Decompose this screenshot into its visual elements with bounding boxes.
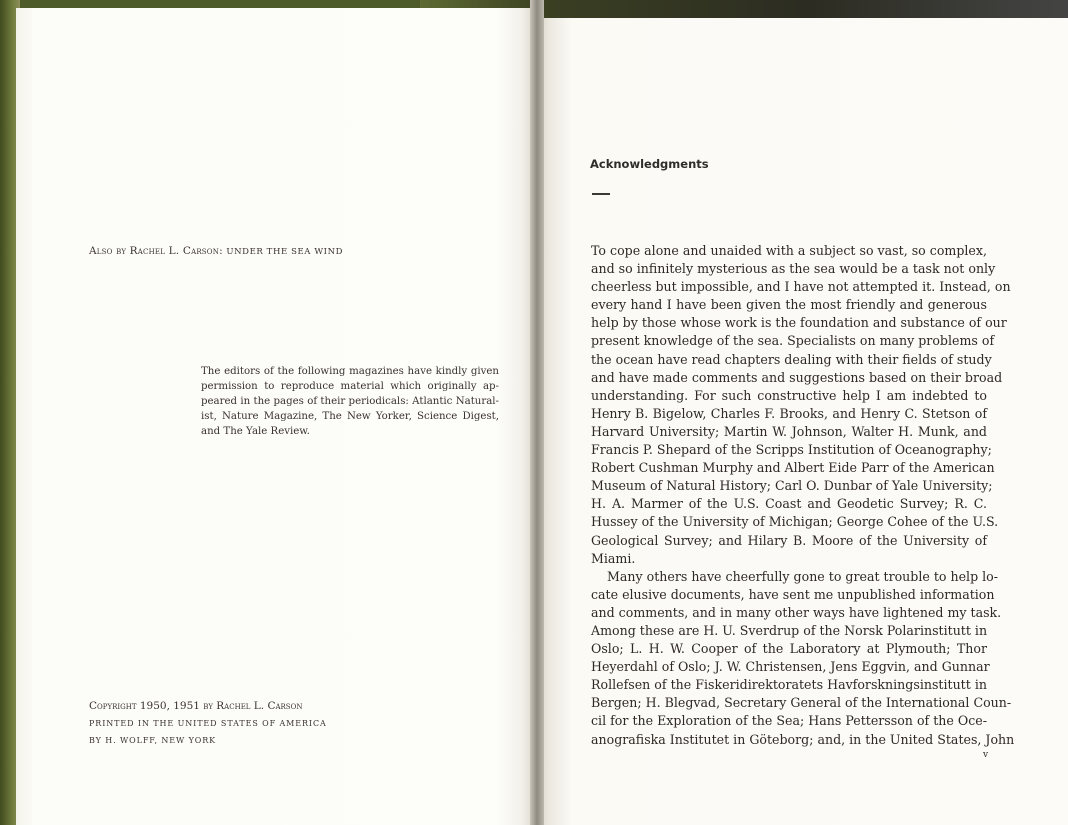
body-line: anografiska Institutet in Göteborg; and, in the United States, John	[591, 731, 1015, 747]
body-line: and have made comments and suggestions based on their broad	[591, 369, 1003, 385]
body-line: Geological Survey; and Hilary B. Moore of the University of	[591, 532, 987, 548]
acknowledgments-heading: Acknowledgments	[590, 157, 709, 171]
body-line: present knowledge of the sea. Specialists on many problems of	[591, 333, 995, 349]
body-line: help by those whose work is the foundation and substance of our	[591, 315, 1007, 331]
body-line: cil for the Exploration of the Sea; Hans Pettersson of the Oce-	[591, 713, 987, 729]
body-line: Many others have cheerfully gone to great trouble to help lo-	[607, 568, 999, 584]
copyright-line: Copyright 1950, 1951 by Rachel L. Carson	[89, 700, 303, 712]
body-line: Oslo; L. H. W. Cooper of the Laboratory at Plymouth; Thor	[591, 641, 987, 657]
editors-note-line: permission to reproduce material which originally ap-	[201, 381, 499, 392]
body-line: Harvard University; Martin W. Johnson, Walter H. Munk, and	[591, 423, 987, 439]
body-line: Heyerdahl of Oslo; J. W. Christensen, Jens Eggvin, and Gunnar	[591, 659, 990, 675]
body-line: H. A. Marmer of the U.S. Coast and Geodetic Survey; R. C.	[591, 496, 987, 512]
editors-permission-note	[201, 364, 499, 439]
also-by-prefix: Also by Rachel L. Carson:	[89, 245, 223, 257]
body-line: the ocean have read chapters dealing with their fields of study	[591, 351, 992, 367]
also-by-line	[89, 245, 343, 257]
book-gutter	[530, 0, 544, 825]
body-line: cheerless but impossible, and I have not attempted it. Instead, on	[591, 279, 1011, 295]
body-line: To cope alone and unaided with a subject so vast, so complex,	[591, 243, 987, 258]
editors-note-line: The editors of the following magazines have kindly given	[201, 366, 499, 377]
editors-note-line: ist, Nature Magazine, The New Yorker, Science Digest,	[201, 411, 499, 422]
body-line: Bergen; H. Blegvad, Secretary General of the International Coun-	[591, 695, 1012, 711]
body-line: cate elusive documents, have sent me unpublished information	[591, 586, 995, 602]
editors-note-line: and The Yale Review.	[201, 426, 311, 437]
body-line: Hussey of the University of Michigan; George Cohee of the U.S.	[591, 514, 999, 530]
body-line: Henry B. Bigelow, Charles F. Brooks, and Henry C. Stetson of	[591, 405, 987, 421]
body-line: understanding. For such constructive help I am indebted to	[591, 387, 987, 403]
body-line: Francis P. Shepard of the Scripps Institution of Oceanography;	[591, 442, 992, 458]
body-line: Robert Cushman Murphy and Albert Eide Parr of the American	[591, 460, 995, 476]
acknowledgments-body	[591, 242, 1015, 749]
also-by-title: UNDER THE SEA WIND	[226, 247, 344, 257]
body-line: Miami.	[591, 550, 636, 566]
body-line: every hand I have been given the most friendly and generous	[591, 297, 987, 313]
body-line: and so infinitely mysterious as the sea would be a task not only	[591, 261, 996, 277]
heading-rule	[592, 193, 610, 195]
body-line: Museum of Natural History; Carl O. Dunbar of Yale University;	[591, 478, 993, 494]
body-line: and comments, and in many other ways have lightened my task.	[591, 604, 1002, 620]
editors-note-line: peared in the pages of their periodicals: Atlantic Natural-	[201, 396, 499, 407]
body-line: Among these are H. U. Sverdrup of the Norsk Polarinstitutt in	[591, 622, 988, 638]
printer-location-line: BY H. WOLFF, NEW YORK	[89, 736, 217, 745]
page-number: v	[983, 750, 989, 760]
printer-line: PRINTED IN THE UNITED STATES OF AMERICA	[89, 719, 327, 728]
body-line: Rollefsen of the Fiskeridirektoratets Havforskningsinstitutt in	[591, 677, 987, 693]
copyright-block	[89, 698, 327, 749]
